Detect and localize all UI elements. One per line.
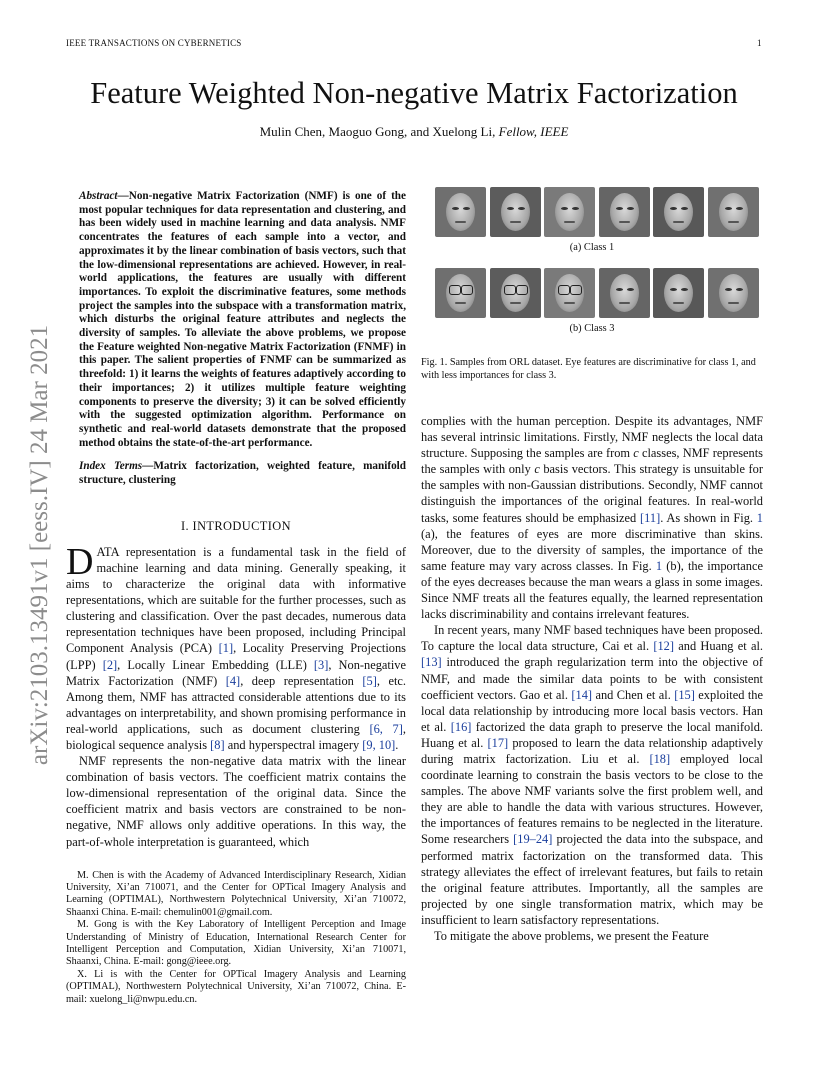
- page-number: 1: [757, 38, 762, 48]
- section-number: I.: [181, 518, 190, 533]
- intro-text: , Locality Preserving Projections (LPP): [66, 641, 406, 672]
- intro-paragraph-1: [66, 540, 406, 753]
- face-image-glasses: [544, 268, 595, 318]
- intro-text: , deep representation: [240, 673, 363, 688]
- body-text: factorized the data graph to preserve the local manifold. Huang et al.: [421, 719, 763, 750]
- index-terms: [66, 460, 406, 487]
- citation-link[interactable]: [3]: [313, 657, 329, 672]
- body-text: employed local coordinate learning to constrain the basis vectors to be close to the samples. The above NMF variants solve the first problem well, and they are able to handle the data with various structures. However, the importances of features remains to be neglected in the literature. Some researchers: [421, 751, 763, 847]
- face-row-class-1: [435, 187, 759, 237]
- dropcap-letter: D: [66, 540, 94, 583]
- face-image: [653, 268, 704, 318]
- abstract: [66, 190, 406, 450]
- face-image: [544, 187, 595, 237]
- body-text: exploited the local data relationship by introducing more local basis vectors. Han et al.: [421, 687, 763, 734]
- citation-link[interactable]: [9, 10]: [362, 737, 396, 752]
- math-var: c: [633, 446, 639, 461]
- author-names: Mulin Chen, Maoguo Gong, and Xuelong Li,: [259, 124, 496, 139]
- figure-link[interactable]: 1: [756, 510, 763, 525]
- face-image-glasses: [490, 268, 541, 318]
- section-heading-introduction: [66, 518, 406, 534]
- body-text: basis vectors. This strategy is unsuitable for the samples with non-Gaussian distributions. Secondly, NMF cannot distinguish the importances of the original features. In real-world tasks, some features should be emphasized: [421, 462, 763, 525]
- face-image-glasses: [435, 268, 486, 318]
- citation-link[interactable]: [4]: [225, 673, 241, 688]
- face-image: [490, 187, 541, 237]
- citation-link[interactable]: [6, 7]: [369, 721, 403, 736]
- arxiv-stamp: arXiv:2103.13491v1 [eess.IV] 24 Mar 2021: [26, 324, 53, 766]
- intro-text: .: [395, 737, 399, 752]
- face-image: [599, 187, 650, 237]
- body-text: introduced the graph regularization term into the objective of NMF, and made the similar data points to be with consistent coefficient vectors. Gao et al.: [421, 655, 763, 702]
- body-text: classes, NMF represents the samples with only: [421, 446, 763, 477]
- math-var: c: [534, 462, 540, 477]
- citation-link[interactable]: [8]: [210, 737, 225, 752]
- right-paragraph-3: To mitigate the above problems, we present the Feature: [434, 929, 709, 943]
- citation-link[interactable]: [13]: [421, 655, 442, 670]
- author-line: [0, 124, 828, 140]
- body-text: (a), the features of eyes are more discriminative than skins. Moreover, due to the diversity of samples, the importance of the same feature may vary across classes. In Fig.: [421, 526, 763, 573]
- abstract-text: —Non-negative Matrix Factorization (NMF) is one of the most popular techniques for data representation and clustering, and has been widely used in machine learning and data analysis. NMF concentrates the features of each sample into a vector, and approximates it by the linear combination of basis vectors, such that the low-dimensional representations are achieved. However, in real-world applications, the features are usually with different importances. To exploit the discriminative features, some methods project the samples into the subspace with a transformation matrix, which disturbs the original feature attributes and neglects the diversity of samples. To alleviate the above problems, we propose the Feature weighted Non-negative Matrix Factorization (FNMF) in this paper. The salient properties of FNMF can be summarized as threefold: 1) it learns the weights of features adaptively according to their importances; 2) it utilizes multiple feature weighting components to preserve the diversity; 3) it can be solved efficiently with the suggested optimization algorithm. Performance on synthetic and real-world datasets demonstrate that the proposed method obtains the state-of-the-art performance.: [79, 190, 406, 449]
- index-terms-label: Index Terms: [79, 460, 143, 473]
- citation-link[interactable]: [16]: [450, 719, 472, 734]
- citation-link[interactable]: [17]: [487, 735, 509, 750]
- footnote-chen: M. Chen is with the Academy of Advanced Interdisciplinary Research, Xidian University, Xi’an 710071, and the Center for OPTical Imagery Analysis and Learning (OPTIMAL), Northwestern Polytechnical University, Xi’an 710072, Shaanxi China. E-mail: chemulin001@gmail.com.: [66, 869, 406, 918]
- face-image: [435, 187, 486, 237]
- section-title: INTRODUCTION: [192, 518, 291, 533]
- body-text: In recent years, many NMF based techniques have been proposed. To capture the local data structure, Cai et al.: [421, 623, 763, 654]
- paper-title: Feature Weighted Non-negative Matrix Factorization: [90, 76, 738, 110]
- footnote-li: X. Li is with the Center for OPTical Imagery Analysis and Learning (OPTIMAL), Northwestern Polytechnical University, Xi’an 710072, China. E-mail: xuelong_li@nwpu.edu.cn.: [66, 968, 406, 1005]
- figure-link[interactable]: 1: [655, 558, 663, 573]
- citation-link[interactable]: [11]: [640, 510, 661, 525]
- intro-text: , etc. Among them, NMF has attracted considerable attentions due to its advantages on interpretability, and shown promising performance in real-world applications, such as document clustering: [66, 673, 406, 736]
- face-image: [708, 187, 759, 237]
- citation-link[interactable]: [2]: [102, 657, 118, 672]
- body-text: complies with the human perception. Despite its advantages, NMF has several intrinsic limitations. Firstly, NMF neglects the local data structure. Supposing the samples are from: [421, 414, 763, 461]
- subcaption-a: (a) Class 1: [569, 242, 615, 253]
- body-text: projected the data into the subspace, and performed matrix factorization on the transformed data. This strategy alleviates the effect of irrelevant features, but fails to retain the original feature attributes. Importantly, all the samples are projected by one single transformation matrix, which may be insufficient to learn satisfactory representations.: [421, 832, 763, 927]
- footnote-gong: M. Gong is with the Key Laboratory of Intelligent Perception and Image Understanding of Ministry of Education, International Research Center for Intelligent Perception and Computation, Xidian University, Xi’an 710071, Shaanxi, China. E-mail: gong@ieee.org.: [66, 919, 406, 968]
- body-text: and Chen et al.: [592, 687, 675, 702]
- face-row-class-3: [435, 268, 759, 318]
- intro-text: , Locally Linear Embedding (LLE): [117, 657, 314, 672]
- intro-paragraph-2: NMF represents the non-negative data matrix with the linear combination of basis vectors. The coefficient matrix contains the low-dimensional representation of the original data. Since the coefficient matrix and basis vectors are constrained to be non-negative, NMF allows only additive operations. In this way, the part-of-whole interpretation is guaranteed, which: [66, 754, 406, 849]
- intro-text: ATA representation is a fundamental task in the field of machine learning and data mining. Generally speaking, it aims to characterize the original data with informative representations, which are suitable for the further processes, such as clustering and classification. Over the past decades, numerous data representation techniques have been proposed, including Principal Component Analysis (PCA): [66, 544, 406, 656]
- citation-link[interactable]: [1]: [218, 641, 234, 656]
- face-image: [708, 268, 759, 318]
- intro-text: and hyperspectral imagery: [224, 737, 363, 752]
- citation-link[interactable]: [18]: [649, 751, 671, 766]
- citation-link[interactable]: [14]: [571, 687, 593, 702]
- right-paragraph-2: [421, 622, 763, 928]
- face-image: [599, 268, 650, 318]
- author-suffix: Fellow, IEEE: [498, 124, 569, 139]
- body-text: proposed to learn the data relationship adaptively during matrix factorization. Liu et al.: [421, 735, 764, 766]
- citation-link[interactable]: [19–24]: [513, 832, 553, 847]
- left-column: [66, 190, 406, 1006]
- figure-caption: Fig. 1. Samples from ORL dataset. Eye features are discriminative for class 1, and with less importances for class 3.: [421, 357, 756, 381]
- body-text: . As shown in Fig.: [660, 510, 757, 525]
- right-column: [421, 413, 763, 944]
- abstract-label: Abstract: [79, 190, 118, 202]
- citation-link[interactable]: [5]: [362, 673, 377, 688]
- body-text: and Huang et al.: [673, 639, 763, 654]
- journal-header: IEEE TRANSACTIONS ON CYBERNETICS: [66, 38, 242, 48]
- subcaption-b: (b) Class 3: [569, 323, 615, 334]
- citation-link[interactable]: [15]: [674, 687, 695, 702]
- footnotes: [66, 870, 406, 1006]
- face-image: [653, 187, 704, 237]
- intro-text: , Non-negative Matrix Factorization (NMF): [66, 657, 406, 688]
- citation-link[interactable]: [12]: [653, 639, 674, 654]
- intro-text: , biological sequence analysis: [66, 721, 406, 752]
- body-text: (b), the importance of the eyes decreases because the man wears a glass in some images. Since NMF treats all the features equally, the learned representation lacks discriminability and contains irrelevant features.: [421, 558, 763, 622]
- index-terms-text: —Matrix factorization, weighted feature, manifold structure, clustering: [79, 460, 406, 487]
- right-paragraph-1: [421, 413, 763, 622]
